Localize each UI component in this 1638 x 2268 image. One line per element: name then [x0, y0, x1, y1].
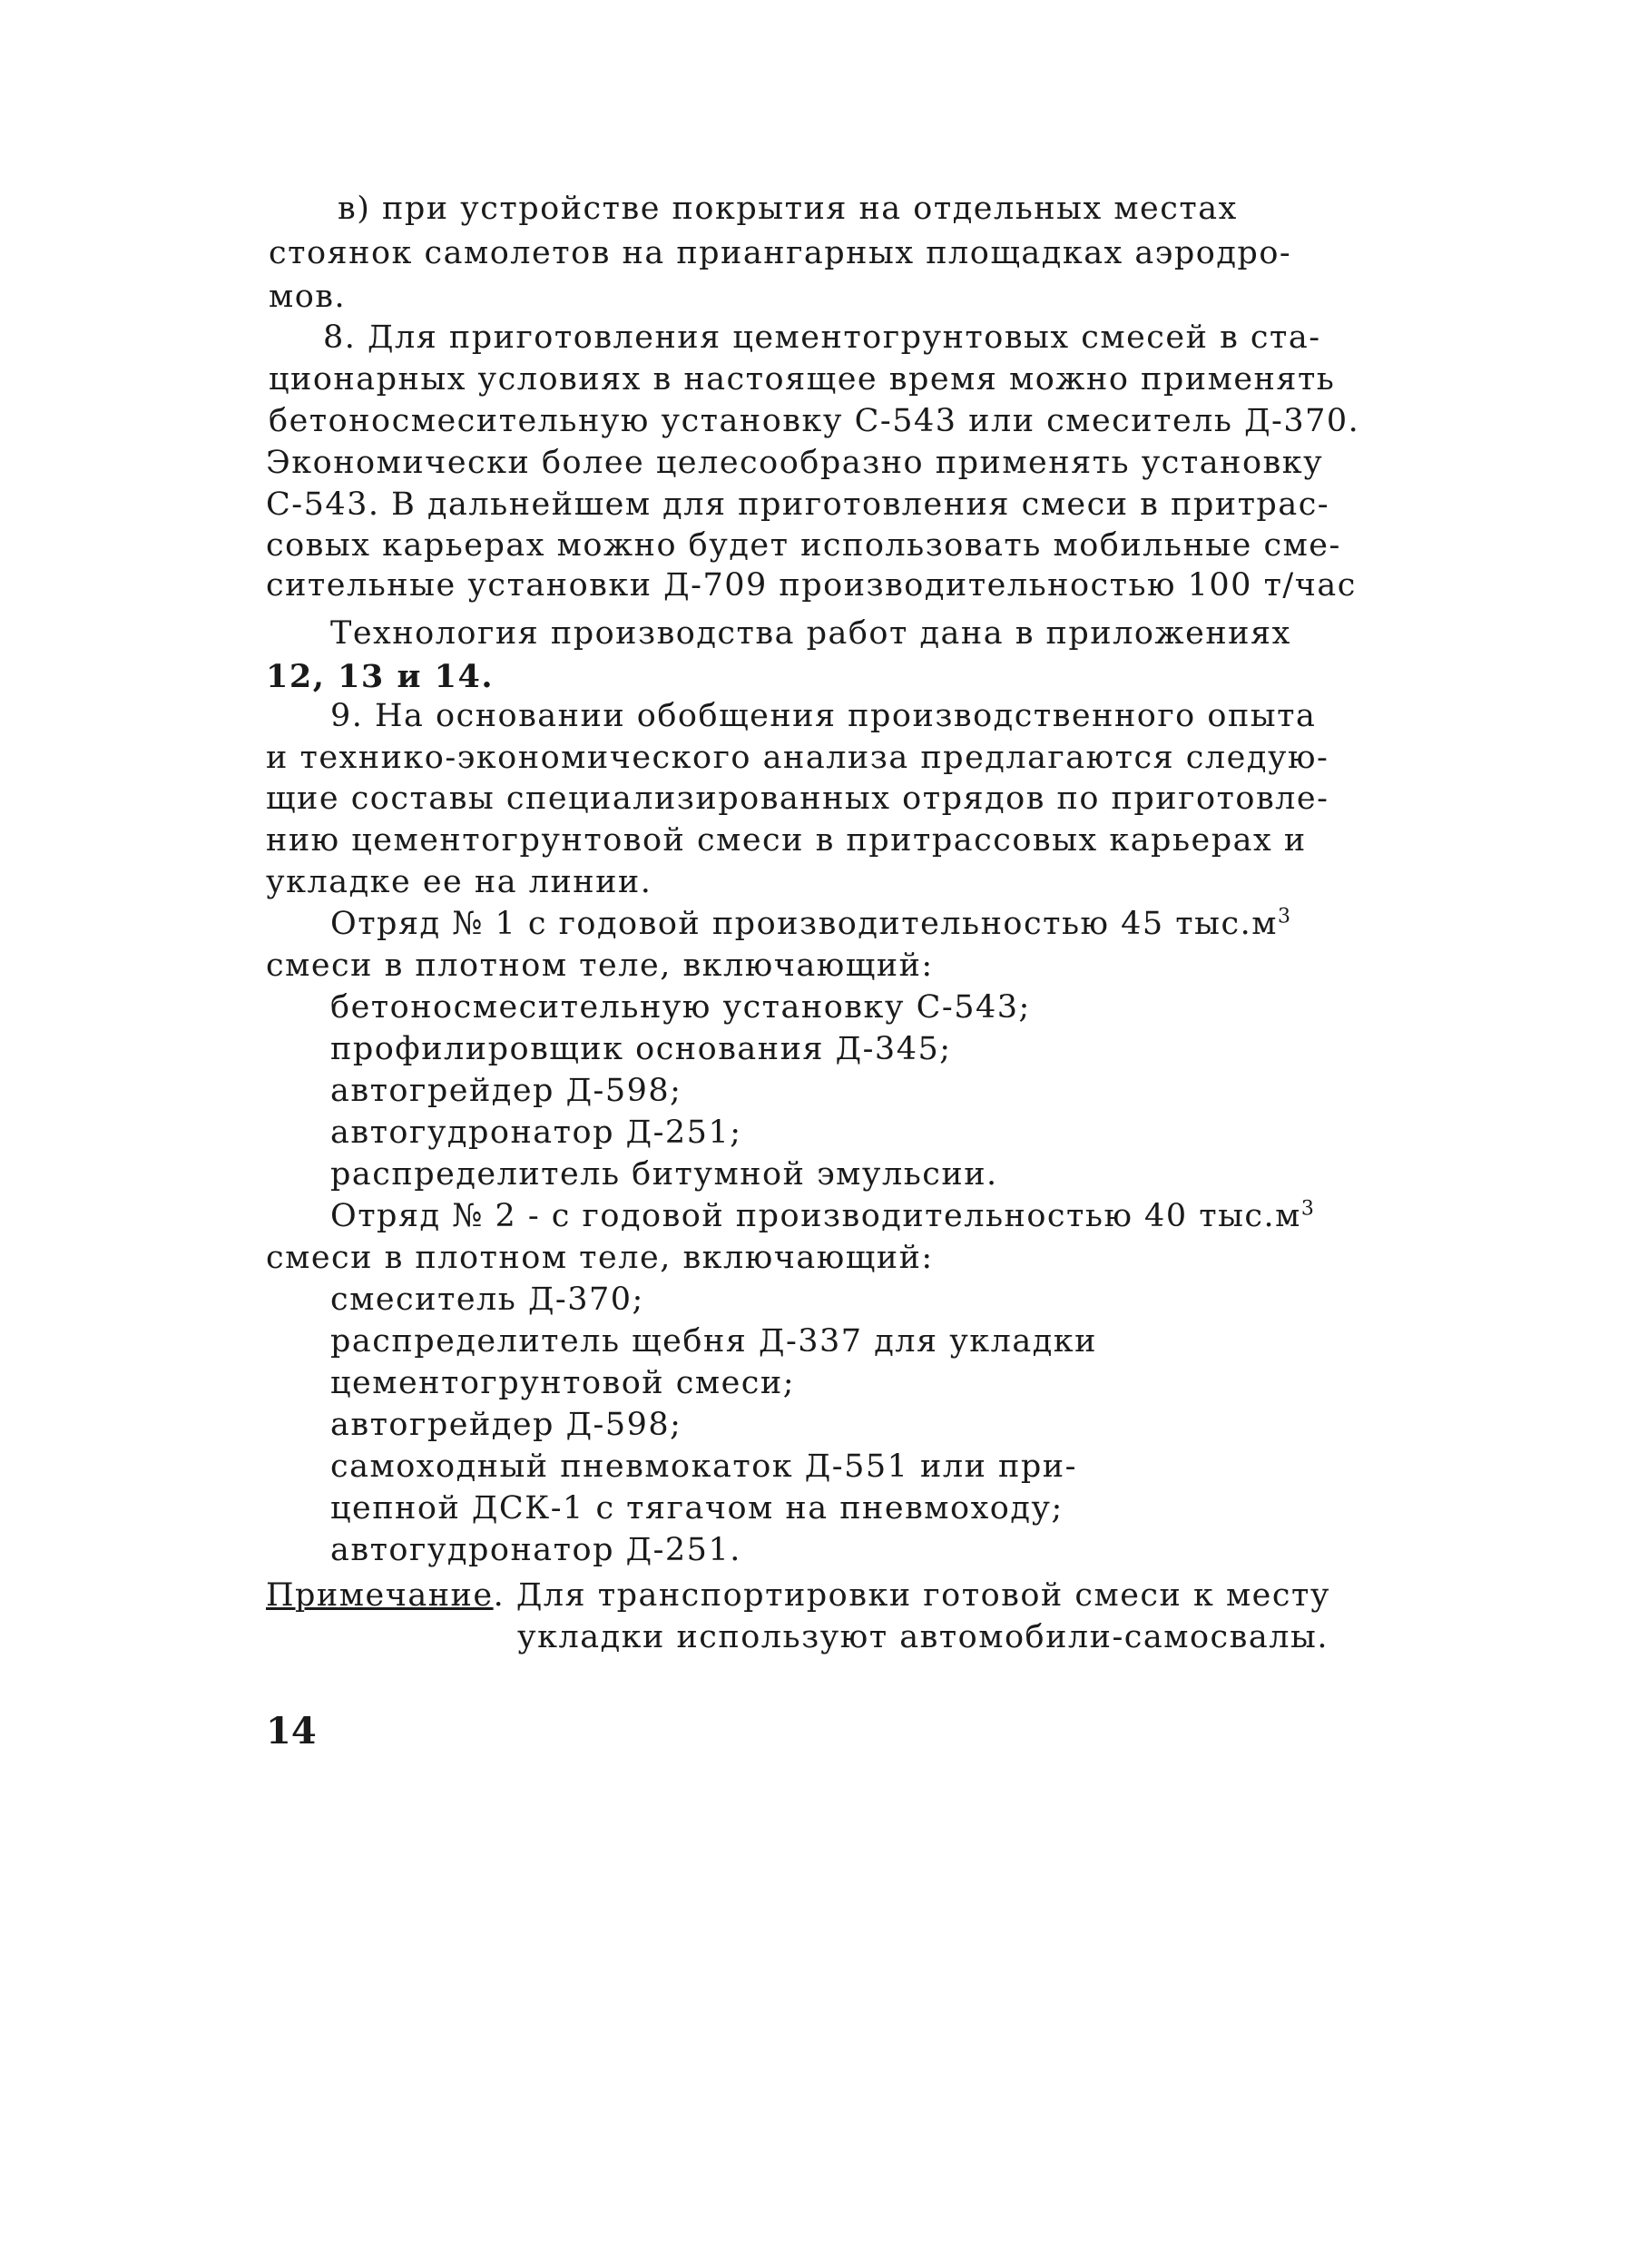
- line-text: автогрейдер Д-598;: [330, 1073, 682, 1109]
- note-text: . Для транспортировки готовой смеси к месту: [493, 1577, 1330, 1614]
- text-line: [269, 361, 1336, 398]
- line-text: стоянок самолетов на приангарных площадках аэродро-: [269, 235, 1292, 271]
- text-line: [338, 193, 1238, 225]
- superscript: 3: [1300, 1197, 1316, 1221]
- text-line: [269, 281, 346, 313]
- text-line: [330, 1323, 1098, 1360]
- line-text: и технико-экономического анализа предлагаются следую-: [266, 740, 1329, 776]
- line-text: щие составы специализированных отрядов по приготовле-: [266, 781, 1329, 817]
- text-line: [330, 1031, 952, 1067]
- superscript: 3: [1277, 905, 1292, 928]
- line-text: автогрейдер Д-598;: [330, 1407, 682, 1443]
- text-line: [330, 1281, 644, 1318]
- line-text: 9. На основании обобщения производственного опыта: [330, 698, 1317, 734]
- text-line: [266, 783, 1329, 815]
- text-line: [266, 486, 1330, 523]
- note-line: [517, 1619, 1329, 1655]
- text-line: [330, 1365, 796, 1401]
- line-text: ционарных условиях в настоящее время можно применять: [269, 361, 1336, 398]
- text-line: [269, 403, 1360, 439]
- page-number: 14: [266, 1710, 317, 1753]
- line-text: укладке ее на линии.: [266, 864, 652, 900]
- text-line: [323, 319, 1321, 356]
- line-text: Отряд № 2 - с годовой производительностью 40 тыс.м: [330, 1198, 1301, 1234]
- line-text: в) при устройстве покрытия на отдельных местах: [338, 191, 1238, 227]
- text-line: [266, 864, 652, 900]
- line-text: нию цементогрунтовой смеси в притрассовых карьерах и: [266, 822, 1307, 859]
- text-line: [266, 447, 1323, 479]
- line-text: самоходный пневмокаток Д-551 или при-: [330, 1448, 1077, 1485]
- line-text: Отряд № 1 с годовой производительностью 45 тыс.м: [330, 906, 1278, 942]
- line-text: 12, 13 и 14.: [266, 658, 495, 695]
- text-line: [330, 989, 1031, 1026]
- line-text: бетоносмесительную установку С-543 или смеситель Д-370.: [269, 403, 1360, 439]
- text-line: [330, 1532, 741, 1568]
- text-line: [330, 1075, 682, 1107]
- text-line: [330, 698, 1317, 734]
- line-text: С-543. В дальнейшем для приготовления смеси в притрас-: [266, 486, 1330, 523]
- line-text: Экономически более целесообразно применять установку: [266, 445, 1324, 481]
- line-text: смеси в плотном теле, включающий:: [266, 947, 934, 984]
- line-text: распределитель битумной эмульсии.: [330, 1156, 998, 1193]
- line-text: смеси в плотном теле, включающий:: [266, 1240, 934, 1276]
- note-text: укладки используют автомобили-самосвалы.: [517, 1619, 1329, 1655]
- text-line: [266, 658, 495, 695]
- text-line: [330, 1197, 1316, 1234]
- text-line: [266, 567, 1357, 604]
- line-text: смеситель Д-370;: [330, 1281, 644, 1318]
- line-text: сительные установки Д-709 производительностью 100 т/час: [266, 567, 1357, 604]
- line-text: профилировщик основания Д-345;: [330, 1031, 952, 1067]
- line-text: бетоносмесительную установку С-543;: [330, 989, 1031, 1026]
- text-line: [330, 905, 1292, 942]
- text-line: [330, 1156, 998, 1193]
- text-line: [266, 822, 1307, 859]
- text-line: [266, 947, 934, 984]
- text-line: [330, 1448, 1077, 1485]
- text-line: [266, 1242, 934, 1274]
- line-text: цепной ДСК-1 с тягачом на пневмоходу;: [330, 1490, 1064, 1527]
- text-line: [330, 615, 1291, 652]
- line-text: совых карьерах можно будет использовать мобильные сме-: [266, 527, 1341, 564]
- line-text: Технология производства работ дана в приложениях: [330, 615, 1291, 652]
- text-line: [330, 1409, 682, 1441]
- note-line: [266, 1577, 1330, 1614]
- line-text: автогудронатор Д-251;: [330, 1114, 742, 1151]
- text-line: [269, 235, 1292, 271]
- text-line: [266, 527, 1341, 564]
- line-text: автогудронатор Д-251.: [330, 1532, 741, 1568]
- line-text: распределитель щебня Д-337 для укладки: [330, 1323, 1098, 1360]
- text-line: [330, 1490, 1064, 1527]
- note-label: Примечание: [266, 1577, 494, 1614]
- line-text: 8. Для приготовления цементогрунтовых смесей в ста-: [323, 319, 1321, 356]
- text-line: [330, 1114, 742, 1151]
- text-line: [266, 742, 1329, 774]
- line-text: цементогрунтовой смеси;: [330, 1365, 796, 1401]
- line-text: мов.: [269, 279, 347, 315]
